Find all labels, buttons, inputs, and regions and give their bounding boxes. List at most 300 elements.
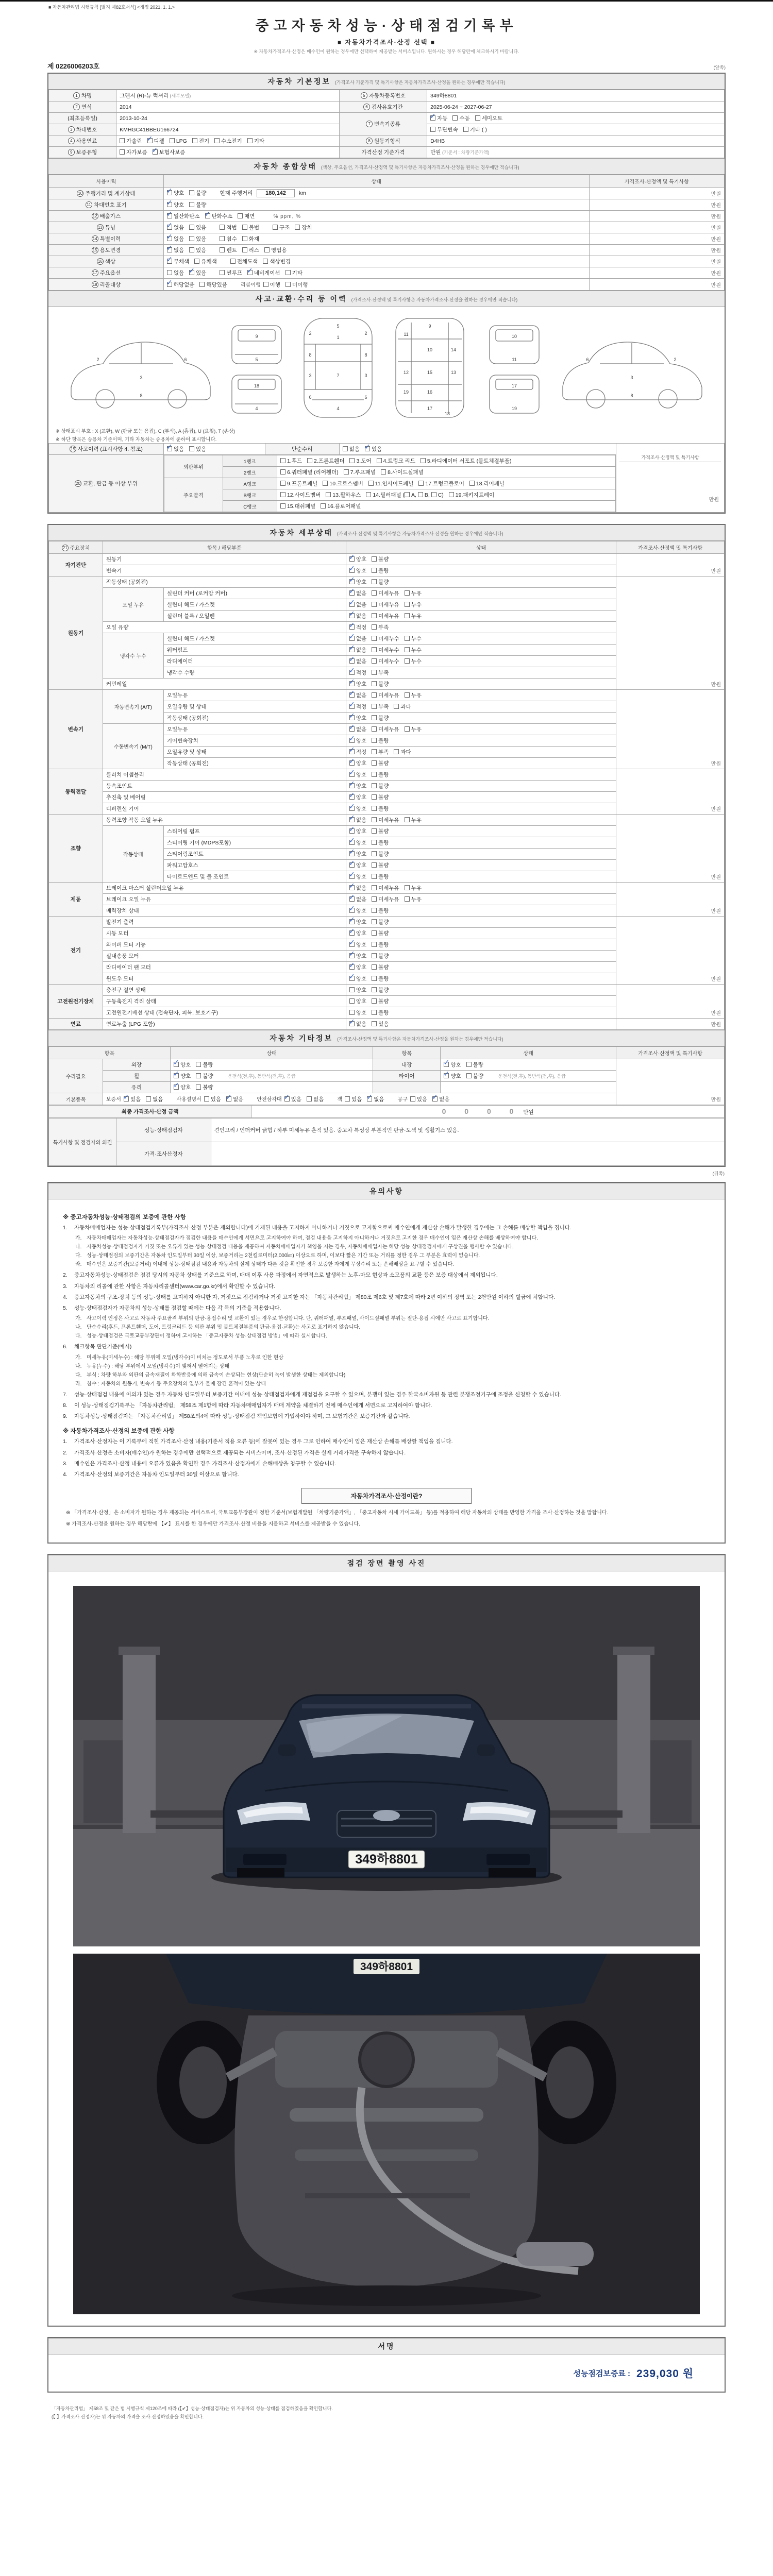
checkbox-icon[interactable] bbox=[372, 658, 377, 664]
checkbox-option[interactable] bbox=[323, 480, 363, 487]
checkbox-checked-icon[interactable] bbox=[349, 1021, 355, 1026]
checkbox-checked-icon[interactable] bbox=[349, 704, 355, 709]
checkbox-option[interactable] bbox=[449, 491, 494, 499]
checkbox-icon[interactable] bbox=[344, 469, 349, 474]
checkbox-option[interactable] bbox=[349, 884, 366, 892]
checkbox-checked-icon[interactable] bbox=[349, 964, 355, 970]
checkbox-option[interactable] bbox=[405, 589, 422, 597]
checkbox-checked-icon[interactable] bbox=[349, 806, 355, 811]
checkbox-option[interactable] bbox=[405, 725, 422, 733]
checkbox-checked-icon[interactable] bbox=[349, 738, 355, 743]
checkbox-option[interactable] bbox=[475, 114, 503, 122]
checkbox-icon[interactable] bbox=[372, 806, 377, 811]
checkbox-icon[interactable] bbox=[463, 127, 468, 132]
checkbox-icon[interactable] bbox=[189, 446, 194, 451]
checkbox-option[interactable] bbox=[204, 1095, 221, 1103]
checkbox-option[interactable] bbox=[372, 963, 389, 971]
checkbox-icon[interactable] bbox=[372, 738, 377, 743]
checkbox-option[interactable] bbox=[344, 468, 376, 476]
checkbox-icon[interactable] bbox=[372, 704, 377, 709]
checkbox-icon[interactable] bbox=[372, 579, 377, 584]
checkbox-icon[interactable] bbox=[418, 481, 424, 486]
checkbox-option[interactable] bbox=[238, 212, 255, 220]
checkbox-option[interactable] bbox=[349, 589, 366, 597]
checkbox-checked-icon[interactable] bbox=[167, 282, 172, 287]
checkbox-option[interactable] bbox=[372, 759, 389, 767]
checkbox-option[interactable] bbox=[452, 114, 469, 122]
checkbox-option[interactable] bbox=[372, 952, 389, 960]
checkbox-checked-icon[interactable] bbox=[174, 1084, 179, 1090]
checkbox-option[interactable] bbox=[345, 1095, 362, 1103]
checkbox-icon[interactable] bbox=[421, 458, 426, 463]
checkbox-icon[interactable] bbox=[264, 247, 270, 252]
checkbox-option[interactable] bbox=[189, 201, 206, 209]
checkbox-checked-icon[interactable] bbox=[349, 647, 355, 652]
checkbox-option[interactable] bbox=[372, 703, 389, 710]
checkbox-icon[interactable] bbox=[280, 503, 285, 509]
checkbox-icon[interactable] bbox=[220, 225, 225, 230]
checkbox-icon[interactable] bbox=[204, 1096, 209, 1101]
checkbox-option[interactable] bbox=[264, 246, 287, 254]
checkbox-icon[interactable] bbox=[196, 1084, 201, 1090]
checkbox-option[interactable] bbox=[372, 612, 399, 620]
checkbox-icon[interactable] bbox=[321, 503, 326, 509]
checkbox-checked-icon[interactable] bbox=[349, 579, 355, 584]
checkbox-option[interactable] bbox=[466, 1061, 483, 1069]
checkbox-checked-icon[interactable] bbox=[349, 670, 355, 675]
checkbox-icon[interactable] bbox=[372, 896, 377, 902]
checkbox-icon[interactable] bbox=[192, 138, 197, 143]
checkbox-option[interactable] bbox=[349, 941, 366, 948]
checkbox-option[interactable] bbox=[189, 246, 206, 254]
checkbox-option[interactable] bbox=[214, 137, 242, 145]
checkbox-checked-icon[interactable] bbox=[444, 1073, 449, 1078]
checkbox-checked-icon[interactable] bbox=[349, 840, 355, 845]
checkbox-icon[interactable] bbox=[280, 469, 285, 474]
checkbox-icon[interactable] bbox=[372, 964, 377, 970]
checkbox-icon[interactable] bbox=[475, 115, 480, 121]
checkbox-option[interactable] bbox=[349, 805, 366, 812]
checkbox-checked-icon[interactable] bbox=[147, 138, 153, 143]
checkbox-icon[interactable] bbox=[431, 492, 436, 497]
checkbox-option[interactable] bbox=[372, 680, 389, 688]
checkbox-option[interactable] bbox=[349, 929, 366, 937]
checkbox-option[interactable] bbox=[189, 445, 206, 453]
checkbox-option[interactable] bbox=[372, 805, 389, 812]
checkbox-icon[interactable] bbox=[220, 236, 225, 241]
checkbox-option[interactable] bbox=[349, 793, 366, 801]
checkbox-option[interactable] bbox=[432, 1095, 449, 1103]
checkbox-checked-icon[interactable] bbox=[124, 1096, 129, 1101]
checkbox-option[interactable] bbox=[349, 782, 366, 790]
checkbox-option[interactable] bbox=[372, 997, 389, 1005]
checkbox-option[interactable] bbox=[220, 224, 237, 231]
checkbox-option[interactable] bbox=[247, 269, 280, 277]
checkbox-option[interactable] bbox=[167, 258, 189, 265]
checkbox-option[interactable] bbox=[349, 567, 366, 574]
checkbox-option[interactable] bbox=[189, 224, 206, 231]
checkbox-icon[interactable] bbox=[372, 987, 377, 992]
checkbox-icon[interactable] bbox=[372, 953, 377, 958]
checkbox-icon[interactable] bbox=[372, 749, 377, 754]
checkbox-icon[interactable] bbox=[349, 998, 355, 1004]
checkbox-option[interactable] bbox=[170, 138, 187, 144]
checkbox-option[interactable] bbox=[405, 646, 422, 654]
checkbox-option[interactable] bbox=[405, 895, 422, 903]
checkbox-option[interactable] bbox=[167, 224, 184, 231]
checkbox-option[interactable] bbox=[372, 839, 389, 846]
checkbox-option[interactable] bbox=[349, 759, 366, 767]
checkbox-option[interactable] bbox=[242, 246, 259, 254]
checkbox-icon[interactable] bbox=[307, 458, 312, 463]
checkbox-icon[interactable] bbox=[372, 817, 377, 822]
checkbox-checked-icon[interactable] bbox=[349, 692, 355, 698]
checkbox-icon[interactable] bbox=[189, 190, 194, 195]
checkbox-checked-icon[interactable] bbox=[349, 874, 355, 879]
checkbox-icon[interactable] bbox=[326, 492, 331, 497]
checkbox-option[interactable] bbox=[349, 975, 366, 982]
checkbox-icon[interactable] bbox=[405, 602, 410, 607]
checkbox-option[interactable] bbox=[444, 1061, 461, 1069]
checkbox-option[interactable] bbox=[349, 1009, 366, 1016]
checkbox-icon[interactable] bbox=[120, 149, 125, 155]
checkbox-option[interactable] bbox=[349, 986, 366, 994]
checkbox-option[interactable] bbox=[242, 235, 259, 243]
checkbox-option[interactable] bbox=[405, 657, 422, 665]
checkbox-option[interactable] bbox=[307, 1095, 324, 1103]
checkbox-option[interactable] bbox=[430, 126, 458, 133]
checkbox-option[interactable] bbox=[192, 137, 209, 145]
checkbox-option[interactable] bbox=[189, 189, 206, 197]
checkbox-checked-icon[interactable] bbox=[226, 1096, 231, 1101]
checkbox-icon[interactable] bbox=[189, 247, 194, 252]
checkbox-icon[interactable] bbox=[405, 658, 410, 664]
checkbox-icon[interactable] bbox=[349, 458, 355, 463]
checkbox-option[interactable] bbox=[349, 635, 366, 642]
checkbox-option[interactable] bbox=[349, 861, 366, 869]
checkbox-option[interactable] bbox=[463, 126, 487, 133]
checkbox-icon[interactable] bbox=[343, 446, 348, 451]
checkbox-option[interactable] bbox=[405, 635, 422, 642]
checkbox-option[interactable] bbox=[321, 502, 361, 510]
checkbox-option[interactable] bbox=[372, 646, 399, 654]
checkbox-icon[interactable] bbox=[366, 492, 371, 497]
checkbox-option[interactable] bbox=[421, 457, 512, 465]
checkbox-option[interactable] bbox=[349, 657, 366, 665]
checkbox-icon[interactable] bbox=[199, 282, 205, 287]
checkbox-option[interactable] bbox=[120, 137, 142, 145]
checkbox-icon[interactable] bbox=[372, 862, 377, 868]
checkbox-option[interactable] bbox=[263, 281, 280, 289]
checkbox-icon[interactable] bbox=[307, 1096, 312, 1101]
checkbox-checked-icon[interactable] bbox=[430, 115, 435, 121]
checkbox-option[interactable] bbox=[285, 281, 308, 289]
checkbox-option[interactable] bbox=[372, 555, 389, 563]
checkbox-checked-icon[interactable] bbox=[349, 794, 355, 800]
checkbox-icon[interactable] bbox=[372, 760, 377, 766]
checkbox-icon[interactable] bbox=[242, 236, 247, 241]
checkbox-checked-icon[interactable] bbox=[349, 976, 355, 981]
checkbox-option[interactable] bbox=[349, 691, 366, 699]
checkbox-icon[interactable] bbox=[285, 282, 291, 287]
checkbox-option[interactable] bbox=[349, 918, 366, 926]
checkbox-option[interactable] bbox=[349, 952, 366, 960]
checkbox-icon[interactable] bbox=[238, 213, 243, 218]
checkbox-option[interactable] bbox=[405, 601, 422, 608]
checkbox-option[interactable] bbox=[349, 601, 366, 608]
checkbox-option[interactable] bbox=[469, 480, 505, 487]
checkbox-option[interactable] bbox=[273, 224, 290, 231]
checkbox-icon[interactable] bbox=[280, 492, 285, 497]
checkbox-icon[interactable] bbox=[263, 259, 268, 264]
checkbox-option[interactable] bbox=[349, 612, 366, 620]
checkbox-checked-icon[interactable] bbox=[284, 1096, 290, 1101]
checkbox-option[interactable] bbox=[372, 986, 389, 994]
checkbox-option[interactable] bbox=[372, 941, 389, 948]
checkbox-checked-icon[interactable] bbox=[349, 624, 355, 630]
checkbox-checked-icon[interactable] bbox=[349, 953, 355, 958]
checkbox-icon[interactable] bbox=[273, 225, 278, 230]
checkbox-option[interactable] bbox=[349, 839, 366, 846]
checkbox-icon[interactable] bbox=[452, 115, 458, 121]
checkbox-option[interactable] bbox=[349, 771, 366, 778]
checkbox-option[interactable] bbox=[230, 258, 258, 265]
checkbox-option[interactable] bbox=[349, 907, 366, 914]
checkbox-option[interactable] bbox=[349, 703, 366, 710]
checkbox-icon[interactable] bbox=[418, 492, 423, 497]
checkbox-option[interactable] bbox=[365, 445, 382, 453]
checkbox-option[interactable] bbox=[220, 269, 242, 277]
checkbox-option[interactable] bbox=[167, 189, 184, 197]
checkbox-checked-icon[interactable] bbox=[349, 726, 355, 732]
checkbox-option[interactable] bbox=[372, 691, 399, 699]
checkbox-icon[interactable] bbox=[323, 481, 328, 486]
checkbox-option[interactable] bbox=[167, 246, 184, 254]
checkbox-option[interactable] bbox=[394, 748, 411, 756]
checkbox-icon[interactable] bbox=[372, 783, 377, 788]
checkbox-icon[interactable] bbox=[449, 492, 454, 497]
checkbox-icon[interactable] bbox=[372, 828, 377, 834]
checkbox-icon[interactable] bbox=[372, 919, 377, 924]
checkbox-icon[interactable] bbox=[405, 896, 410, 902]
checkbox-option[interactable] bbox=[280, 457, 302, 465]
checkbox-option[interactable] bbox=[405, 884, 422, 892]
checkbox-checked-icon[interactable] bbox=[349, 681, 355, 686]
checkbox-option[interactable] bbox=[405, 691, 422, 699]
checkbox-option[interactable] bbox=[372, 827, 389, 835]
checkbox-checked-icon[interactable] bbox=[167, 213, 172, 218]
checkbox-checked-icon[interactable] bbox=[349, 602, 355, 607]
checkbox-option[interactable] bbox=[368, 480, 414, 487]
checkbox-option[interactable] bbox=[372, 816, 399, 824]
checkbox-checked-icon[interactable] bbox=[349, 942, 355, 947]
checkbox-checked-icon[interactable] bbox=[167, 259, 172, 264]
checkbox-icon[interactable] bbox=[372, 568, 377, 573]
checkbox-icon[interactable] bbox=[242, 247, 247, 252]
checkbox-option[interactable] bbox=[410, 1095, 427, 1103]
checkbox-icon[interactable] bbox=[372, 942, 377, 947]
checkbox-checked-icon[interactable] bbox=[349, 885, 355, 890]
checkbox-icon[interactable] bbox=[466, 1073, 472, 1078]
checkbox-checked-icon[interactable] bbox=[349, 862, 355, 868]
checkbox-option[interactable] bbox=[174, 1072, 191, 1080]
checkbox-icon[interactable] bbox=[405, 692, 410, 698]
checkbox-option[interactable] bbox=[349, 997, 366, 1005]
checkbox-option[interactable] bbox=[372, 782, 389, 790]
checkbox-option[interactable] bbox=[349, 850, 366, 858]
checkbox-icon[interactable] bbox=[405, 726, 410, 732]
checkbox-option[interactable] bbox=[372, 635, 399, 642]
checkbox-option[interactable] bbox=[372, 873, 389, 880]
checkbox-option[interactable] bbox=[372, 578, 389, 586]
checkbox-checked-icon[interactable] bbox=[349, 760, 355, 766]
checkbox-option[interactable] bbox=[405, 612, 422, 620]
checkbox-option[interactable] bbox=[349, 680, 366, 688]
checkbox-icon[interactable] bbox=[146, 1096, 151, 1101]
checkbox-option[interactable] bbox=[153, 148, 186, 156]
checkbox-checked-icon[interactable] bbox=[167, 225, 172, 230]
checkbox-icon[interactable] bbox=[372, 976, 377, 981]
checkbox-option[interactable] bbox=[167, 269, 184, 277]
checkbox-option[interactable] bbox=[174, 1083, 191, 1091]
checkbox-icon[interactable] bbox=[189, 225, 194, 230]
checkbox-checked-icon[interactable] bbox=[432, 1096, 438, 1101]
checkbox-icon[interactable] bbox=[372, 772, 377, 777]
checkbox-icon[interactable] bbox=[381, 469, 386, 474]
checkbox-icon[interactable] bbox=[372, 874, 377, 879]
checkbox-icon[interactable] bbox=[189, 202, 194, 207]
checkbox-icon[interactable] bbox=[120, 138, 125, 143]
checkbox-option[interactable] bbox=[372, 623, 389, 631]
checkbox-option[interactable] bbox=[349, 748, 366, 756]
checkbox-option[interactable] bbox=[372, 895, 399, 903]
checkbox-icon[interactable] bbox=[372, 840, 377, 845]
checkbox-icon[interactable] bbox=[372, 794, 377, 800]
checkbox-icon[interactable] bbox=[372, 602, 377, 607]
checkbox-option[interactable] bbox=[205, 212, 233, 220]
checkbox-option[interactable] bbox=[349, 1020, 366, 1028]
checkbox-icon[interactable] bbox=[196, 1073, 201, 1078]
checkbox-option[interactable] bbox=[280, 480, 317, 487]
checkbox-checked-icon[interactable] bbox=[349, 590, 355, 596]
checkbox-icon[interactable] bbox=[167, 270, 172, 275]
checkbox-option[interactable] bbox=[199, 281, 227, 289]
checkbox-option[interactable] bbox=[349, 646, 366, 654]
checkbox-option[interactable] bbox=[372, 861, 389, 869]
checkbox-option[interactable] bbox=[349, 895, 366, 903]
checkbox-icon[interactable] bbox=[430, 127, 435, 132]
checkbox-checked-icon[interactable] bbox=[349, 919, 355, 924]
checkbox-icon[interactable] bbox=[372, 556, 377, 562]
checkbox-option[interactable] bbox=[284, 1095, 301, 1103]
checkbox-checked-icon[interactable] bbox=[349, 828, 355, 834]
checkbox-checked-icon[interactable] bbox=[167, 236, 172, 241]
checkbox-option[interactable] bbox=[167, 281, 195, 289]
checkbox-icon[interactable] bbox=[469, 481, 475, 486]
checkbox-icon[interactable] bbox=[170, 138, 175, 143]
checkbox-option[interactable] bbox=[349, 578, 366, 586]
checkbox-icon[interactable] bbox=[372, 715, 377, 720]
checkbox-option[interactable] bbox=[372, 918, 389, 926]
checkbox-option[interactable] bbox=[377, 457, 415, 465]
checkbox-icon[interactable] bbox=[372, 624, 377, 630]
checkbox-checked-icon[interactable] bbox=[365, 446, 370, 451]
checkbox-checked-icon[interactable] bbox=[167, 247, 172, 252]
checkbox-checked-icon[interactable] bbox=[205, 213, 210, 218]
checkbox-option[interactable] bbox=[120, 148, 147, 156]
checkbox-option[interactable] bbox=[372, 1020, 389, 1028]
checkbox-option[interactable] bbox=[263, 258, 291, 265]
checkbox-option[interactable] bbox=[343, 445, 360, 453]
checkbox-icon[interactable] bbox=[242, 225, 247, 230]
checkbox-option[interactable] bbox=[196, 1083, 213, 1091]
checkbox-icon[interactable] bbox=[372, 1010, 377, 1015]
checkbox-option[interactable] bbox=[349, 669, 366, 676]
checkbox-icon[interactable] bbox=[410, 1096, 415, 1101]
checkbox-icon[interactable] bbox=[372, 590, 377, 596]
checkbox-option[interactable] bbox=[372, 748, 389, 756]
checkbox-option[interactable] bbox=[367, 1095, 384, 1103]
checkbox-option[interactable] bbox=[147, 137, 164, 145]
checkbox-checked-icon[interactable] bbox=[189, 270, 194, 275]
checkbox-icon[interactable] bbox=[372, 670, 377, 675]
checkbox-option[interactable] bbox=[349, 725, 366, 733]
checkbox-option[interactable] bbox=[124, 1095, 141, 1103]
checkbox-option[interactable] bbox=[349, 963, 366, 971]
checkbox-checked-icon[interactable] bbox=[349, 908, 355, 913]
checkbox-option[interactable] bbox=[444, 1072, 461, 1080]
checkbox-checked-icon[interactable] bbox=[167, 202, 172, 207]
checkbox-icon[interactable] bbox=[295, 225, 300, 230]
checkbox-option[interactable] bbox=[220, 235, 237, 243]
checkbox-option[interactable] bbox=[372, 929, 389, 937]
checkbox-icon[interactable] bbox=[247, 138, 253, 143]
checkbox-option[interactable] bbox=[372, 669, 389, 676]
checkbox-option[interactable] bbox=[174, 1061, 191, 1069]
checkbox-option[interactable] bbox=[146, 1095, 163, 1103]
checkbox-option[interactable] bbox=[242, 224, 259, 231]
checkbox-option[interactable] bbox=[167, 445, 184, 453]
checkbox-option[interactable] bbox=[372, 1009, 389, 1016]
checkbox-option[interactable] bbox=[372, 884, 399, 892]
checkbox-icon[interactable] bbox=[372, 885, 377, 890]
checkbox-checked-icon[interactable] bbox=[349, 613, 355, 618]
checkbox-option[interactable] bbox=[167, 212, 200, 220]
checkbox-option[interactable] bbox=[247, 137, 264, 145]
checkbox-option[interactable] bbox=[280, 502, 315, 510]
checkbox-icon[interactable] bbox=[349, 987, 355, 992]
checkbox-icon[interactable] bbox=[280, 458, 285, 463]
checkbox-option[interactable] bbox=[372, 975, 389, 982]
checkbox-icon[interactable] bbox=[263, 282, 268, 287]
checkbox-option[interactable] bbox=[280, 491, 321, 499]
checkbox-icon[interactable] bbox=[466, 1062, 472, 1067]
checkbox-icon[interactable] bbox=[189, 236, 194, 241]
checkbox-icon[interactable] bbox=[280, 481, 285, 486]
checkbox-icon[interactable] bbox=[394, 704, 399, 709]
checkbox-option[interactable] bbox=[372, 601, 399, 608]
checkbox-option[interactable] bbox=[226, 1095, 243, 1103]
checkbox-option[interactable] bbox=[372, 737, 389, 744]
checkbox-icon[interactable] bbox=[220, 247, 225, 252]
checkbox-option[interactable] bbox=[167, 201, 184, 209]
checkbox-icon[interactable] bbox=[372, 1021, 377, 1026]
checkbox-checked-icon[interactable] bbox=[349, 556, 355, 562]
checkbox-checked-icon[interactable] bbox=[174, 1062, 179, 1067]
checkbox-checked-icon[interactable] bbox=[367, 1096, 372, 1101]
checkbox-option[interactable] bbox=[196, 1072, 213, 1080]
checkbox-option[interactable] bbox=[307, 457, 344, 465]
